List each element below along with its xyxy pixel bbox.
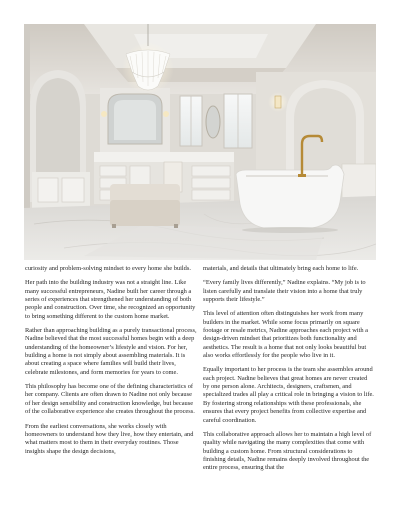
bathroom-photo xyxy=(24,24,376,260)
right-text-column xyxy=(203,265,375,479)
paragraph: materials, and details that ultimately bring each home to life. xyxy=(203,265,359,272)
bathroom-illustration xyxy=(24,24,376,260)
paragraph: This level of attention often distinguishes her work from many builders in the market. While some focus primarily on square footage or resale metrics, Nadine approaches each project with a design-driven mindset that prioritizes both functionality and aesthetics. The result is a home that not only looks beautiful but also works effortlessly for the people who live in it. xyxy=(203,310,369,360)
left-text-column xyxy=(25,265,197,462)
paragraph: This philosophy has become one of the defining characteristics of her company. Clients are often drawn to Nadine not only because of her design sensibility and construction knowledge, but because of the collaborative experience she creates throughout the process. xyxy=(25,383,195,416)
paragraph: This collaborative approach allows her to maintain a high level of quality while navigating the many complexities that come with building a custom home. From structural considerations to finishing details, Nadine remains deeply involved throughout the entire process, ensuring that the xyxy=(203,430,372,472)
paragraph: Rather than approaching building as a purely transactional process, Nadine believed that the most successful homes begin with a deep understanding of the homeowner’s lifestyle and vision. For her, building a home is not simply about assembling materials. It is about creating a space where families will build their lives, celebrate milestones, and form memories for years to come. xyxy=(25,327,197,376)
paragraph: From the earliest conversations, she works closely with homeowners to understand how they live, how they entertain, and what matters most to them in their everyday routines. Those insights shape the design decisions, xyxy=(25,422,194,455)
quote-paragraph: “Every family lives differently,” Nadine explains. “My job is to listen carefully and translate their vision into a home that truly supports their lifestyle.” xyxy=(203,279,366,304)
paragraph: Equally important to her process is the team she assembles around each project. Nadine believes that great homes are never created by one person alone. Architects, designers, craftsmen, and specialized trades all play a critical role in bringing a vision to life. By fostering strong relationships with these professionals, she ensures that every project benefits from collective expertise and careful coordination. xyxy=(203,366,374,424)
paragraph: Her path into the building industry was not a straight line. Like many successful entrepreneurs, Nadine built her career through a series of experiences that strengthened her understanding of both people and construction. Over time, she recognized an opportunity to bring something different to the custom home market. xyxy=(25,279,196,320)
paragraph: curiosity and problem-solving mindset to every home she builds. xyxy=(25,265,191,272)
